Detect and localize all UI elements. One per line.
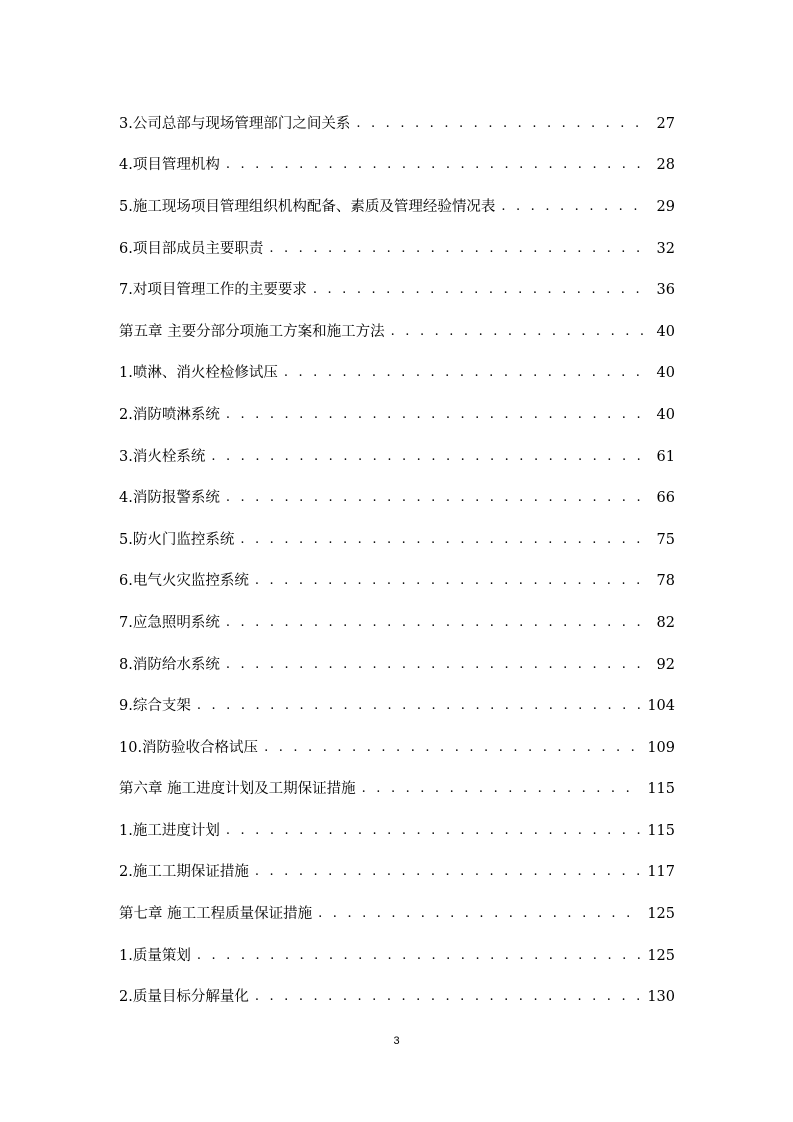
toc-entry-title: 1.喷淋、消火栓检修试压 — [119, 365, 278, 382]
page-number: 3 — [393, 1035, 400, 1047]
toc-entry-page: 36 — [656, 282, 675, 299]
toc-dot-leader — [226, 155, 649, 175]
toc-entry[interactable] — [119, 145, 675, 187]
toc-entry[interactable] — [119, 852, 675, 894]
toc-entry-page: 40 — [656, 323, 675, 340]
toc-entry-title: 9.综合支架 — [119, 698, 191, 715]
toc-entry-title: 7.应急照明系统 — [119, 614, 220, 631]
toc-dot-leader — [226, 821, 641, 841]
toc-dot-leader — [284, 363, 649, 383]
toc-dot-leader — [391, 322, 649, 342]
toc-entry[interactable] — [119, 810, 675, 852]
toc-entry[interactable] — [119, 893, 675, 935]
toc-dot-leader — [313, 280, 649, 300]
toc-dot-leader — [211, 447, 649, 467]
toc-dot-leader — [264, 738, 641, 758]
toc-dot-leader — [255, 571, 649, 591]
toc-entry-page: 109 — [647, 739, 675, 756]
toc-entry[interactable] — [119, 269, 675, 311]
toc-entry-title: 第六章 施工进度计划及工期保证措施 — [119, 781, 356, 798]
toc-entry-page: 92 — [656, 656, 675, 673]
toc-entry-title: 1.施工进度计划 — [119, 822, 220, 839]
toc-dot-leader — [501, 197, 649, 217]
toc-entry[interactable] — [119, 602, 675, 644]
toc-entry[interactable] — [119, 976, 675, 1018]
toc-entry[interactable] — [119, 394, 675, 436]
toc-entry[interactable] — [119, 477, 675, 519]
toc-entry[interactable] — [119, 519, 675, 561]
toc-dot-leader — [255, 987, 641, 1007]
toc-entry-page: 130 — [647, 989, 675, 1006]
toc-entry-title: 2.消防喷淋系统 — [119, 406, 220, 423]
toc-entry-page: 27 — [656, 115, 675, 132]
toc-entry-title: 3.消火栓系统 — [119, 448, 206, 465]
toc-dot-leader — [269, 239, 649, 259]
toc-entry-page: 61 — [656, 448, 675, 465]
toc-dot-leader — [226, 488, 649, 508]
toc-entry-page: 32 — [656, 240, 675, 257]
toc-entry[interactable] — [119, 561, 675, 603]
toc-entry-title: 2.施工工期保证措施 — [119, 864, 249, 881]
toc-entry-page: 104 — [647, 698, 675, 715]
table-of-contents — [119, 103, 675, 1018]
toc-entry-page: 115 — [647, 781, 675, 798]
toc-entry-page: 40 — [656, 406, 675, 423]
toc-dot-leader — [356, 114, 649, 134]
toc-entry[interactable] — [119, 644, 675, 686]
toc-entry-page: 82 — [656, 614, 675, 631]
toc-entry-title: 第五章 主要分部分项施工方案和施工方法 — [119, 323, 385, 340]
toc-entry[interactable] — [119, 103, 675, 145]
toc-entry[interactable] — [119, 186, 675, 228]
toc-entry-title: 5.防火门监控系统 — [119, 531, 235, 548]
toc-entry-page: 75 — [656, 531, 675, 548]
toc-entry-page: 115 — [647, 822, 675, 839]
toc-entry-title: 第七章 施工工程质量保证措施 — [119, 906, 313, 923]
toc-entry[interactable] — [119, 228, 675, 270]
toc-entry-title: 4.消防报警系统 — [119, 490, 220, 507]
toc-entry[interactable] — [119, 436, 675, 478]
toc-entry[interactable] — [119, 353, 675, 395]
toc-dot-leader — [226, 655, 649, 675]
toc-entry-title: 8.消防给水系统 — [119, 656, 220, 673]
toc-entry-page: 125 — [647, 906, 675, 923]
toc-entry[interactable] — [119, 727, 675, 769]
toc-entry-page: 78 — [656, 573, 675, 590]
toc-entry[interactable] — [119, 311, 675, 353]
toc-entry-title: 4.项目管理机构 — [119, 157, 220, 174]
toc-entry[interactable] — [119, 769, 675, 811]
toc-entry-page: 40 — [656, 365, 675, 382]
toc-entry-title: 3.公司总部与现场管理部门之间关系 — [119, 115, 351, 132]
toc-entry-page: 125 — [647, 947, 675, 964]
toc-entry[interactable] — [119, 935, 675, 977]
toc-entry-title: 6.项目部成员主要职责 — [119, 240, 264, 257]
toc-entry-title: 6.电气火灾监控系统 — [119, 573, 249, 590]
toc-dot-leader — [255, 862, 641, 882]
toc-dot-leader — [318, 904, 641, 924]
toc-entry-page: 29 — [656, 198, 675, 215]
toc-entry-page: 66 — [656, 490, 675, 507]
toc-entry-title: 7.对项目管理工作的主要要求 — [119, 282, 307, 299]
toc-entry-title: 10.消防验收合格试压 — [119, 739, 259, 756]
toc-entry[interactable] — [119, 685, 675, 727]
toc-dot-leader — [362, 779, 642, 799]
toc-dot-leader — [197, 946, 641, 966]
toc-entry-page: 28 — [656, 157, 675, 174]
toc-entry-page: 117 — [647, 864, 675, 881]
toc-dot-leader — [226, 405, 649, 425]
toc-dot-leader — [197, 696, 641, 716]
toc-dot-leader — [226, 613, 649, 633]
toc-entry-title: 2.质量目标分解量化 — [119, 989, 249, 1006]
toc-entry-title: 5.施工现场项目管理组织机构配备、素质及管理经验情况表 — [119, 198, 496, 215]
toc-dot-leader — [240, 530, 649, 550]
toc-entry-title: 1.质量策划 — [119, 947, 191, 964]
